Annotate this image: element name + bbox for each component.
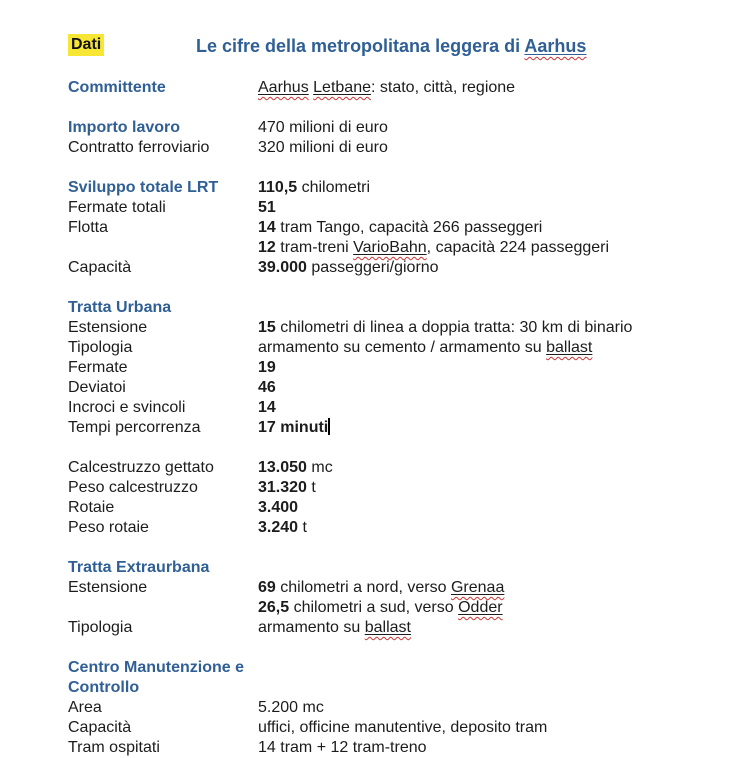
- text-run: chilometri di linea a doppia tratta: 30 km di binario: [275, 319, 633, 336]
- row-value: [258, 518, 726, 538]
- table-row: [68, 658, 726, 698]
- spellcheck-underline: VarioBahn: [353, 239, 427, 256]
- section-centro-manutenzione: [68, 658, 726, 758]
- table-row: [68, 398, 726, 418]
- row-label: Flotta: [68, 219, 109, 236]
- table-row: [68, 358, 726, 378]
- row-value: [258, 78, 726, 98]
- text-run: armamento su cemento / armamento su: [258, 339, 547, 356]
- text-run: chilometri: [297, 179, 371, 196]
- misspelled-word: [546, 339, 592, 356]
- table-row: [68, 378, 726, 398]
- row-value: [258, 718, 726, 738]
- table-row: [68, 518, 726, 538]
- section-committente: [68, 78, 726, 98]
- row-value: [258, 418, 726, 438]
- table-row: [68, 478, 726, 498]
- section-tratta-urbana: [68, 298, 726, 438]
- row-value: [258, 458, 726, 478]
- text-run: 5.200 mc: [258, 699, 324, 716]
- row-label: Estensione: [68, 579, 148, 596]
- row-value: [258, 618, 726, 638]
- row-value: [258, 478, 726, 498]
- text-run: 14: [258, 219, 276, 236]
- table-row: [68, 458, 726, 478]
- text-run: 31.320: [258, 479, 307, 496]
- text-run: 13.050: [258, 459, 307, 476]
- text-run: 3.240: [258, 519, 299, 536]
- row-value: [258, 258, 726, 278]
- section-importo-lavoro: [68, 118, 726, 158]
- section-calcestruzzo-rotaie: [68, 458, 726, 538]
- misspelled-word: [451, 579, 504, 596]
- text-run: 51: [258, 199, 276, 216]
- text-run: Le cifre della metropolitana leggera di: [196, 36, 525, 56]
- row-value: [258, 558, 726, 578]
- table-row: [68, 498, 726, 518]
- misspelled-word: [524, 36, 586, 56]
- table-row: [68, 138, 726, 158]
- text-run: , capacità 224 passeggeri: [426, 239, 610, 256]
- row-label: Area: [68, 699, 102, 716]
- spellcheck-underline: Letbane: [313, 79, 371, 96]
- text-run: tram-treni: [275, 239, 354, 256]
- table-row: [68, 218, 726, 238]
- row-value: [258, 218, 726, 238]
- row-label: Incroci e svincoli: [68, 399, 186, 416]
- text-run: 320 milioni di euro: [258, 139, 388, 156]
- row-value: [258, 358, 726, 378]
- text-run: passeggeri/giorno: [306, 259, 439, 276]
- table-row: [68, 718, 726, 738]
- document-title: [196, 35, 586, 57]
- table-row: [68, 198, 726, 218]
- row-label: Tipologia: [68, 619, 133, 636]
- text-cursor: [328, 418, 330, 435]
- table-row: [68, 558, 726, 578]
- spellcheck-underline: ballast: [364, 619, 411, 636]
- row-value: [258, 738, 726, 758]
- row-value: [258, 298, 726, 318]
- text-run: 26,5: [258, 599, 290, 616]
- row-value: [258, 338, 726, 358]
- text-run: 14: [258, 399, 276, 416]
- row-value: [258, 698, 726, 718]
- text-run: tram Tango, capacità 266 passeggeri: [275, 219, 543, 236]
- row-value: [258, 318, 726, 338]
- text-run: mc: [306, 459, 333, 476]
- table-row: [68, 298, 726, 318]
- row-label-heading: Committente: [68, 79, 166, 96]
- row-label: Calcestruzzo gettato: [68, 459, 214, 476]
- text-run: 69: [258, 579, 276, 596]
- text-run: 19: [258, 359, 276, 376]
- spellcheck-underline: Aarhus: [524, 36, 587, 56]
- table-row: [68, 338, 726, 358]
- row-value: [258, 398, 726, 418]
- row-value: [258, 498, 726, 518]
- text-run: 3.400: [258, 499, 299, 516]
- table-row: [68, 618, 726, 638]
- text-run: : stato, città, regione: [371, 79, 516, 96]
- table-row: [68, 598, 726, 618]
- row-label: Fermate totali: [68, 199, 166, 216]
- row-value: [258, 198, 726, 218]
- table-row: [68, 698, 726, 718]
- row-value: [258, 138, 726, 158]
- row-label-heading: Sviluppo totale LRT: [68, 179, 219, 196]
- text-run: armamento su: [258, 619, 365, 636]
- row-label: Rotaie: [68, 499, 115, 516]
- spellcheck-underline: ballast: [546, 339, 593, 356]
- document-sections: [68, 78, 726, 758]
- row-value: [258, 578, 726, 598]
- misspelled-word: [458, 599, 502, 616]
- text-run: chilometri a nord, verso: [275, 579, 451, 596]
- text-run: 110,5: [258, 179, 298, 196]
- misspelled-word: [365, 619, 411, 636]
- row-label-heading: Tratta Urbana: [68, 299, 172, 316]
- row-label: [68, 598, 258, 618]
- row-label: Capacità: [68, 719, 132, 736]
- misspelled-word: [258, 79, 309, 96]
- highlight-tag: Dati: [68, 34, 104, 56]
- spellcheck-underline: Aarhus: [258, 79, 309, 96]
- table-row: [68, 318, 726, 338]
- text-run: 12: [258, 239, 276, 256]
- spellcheck-underline: Grenaa: [450, 579, 505, 596]
- row-label: Capacità: [68, 259, 132, 276]
- row-value: [258, 118, 726, 138]
- text-run: 17 minuti: [258, 419, 329, 436]
- table-row: [68, 738, 726, 758]
- row-label: Peso calcestruzzo: [68, 479, 198, 496]
- text-run: t: [306, 479, 316, 496]
- row-label: Peso rotaie: [68, 519, 149, 536]
- row-label-heading: Importo lavoro: [68, 119, 181, 136]
- text-run: 46: [258, 379, 276, 396]
- text-run: 39.000: [258, 259, 307, 276]
- text-run: chilometri a sud, verso: [289, 599, 459, 616]
- misspelled-word: [353, 239, 427, 256]
- row-label: Tipologia: [68, 339, 133, 356]
- row-label-heading: Tratta Extraurbana: [68, 559, 210, 576]
- row-label: Fermate: [68, 359, 128, 376]
- row-label: [68, 238, 258, 258]
- table-row: [68, 78, 726, 98]
- table-row: [68, 238, 726, 258]
- table-row: [68, 258, 726, 278]
- text-run: t: [298, 519, 307, 536]
- row-label: Deviatoi: [68, 379, 126, 396]
- row-value: [258, 378, 726, 398]
- row-label-heading: Centro Manutenzione e Controllo: [68, 659, 245, 696]
- text-run: 470 milioni di euro: [258, 119, 388, 136]
- text-run: 14 tram + 12 tram-treno: [258, 739, 427, 756]
- misspelled-word: [313, 79, 371, 96]
- section-tratta-extraurbana: [68, 558, 726, 638]
- table-row: [68, 418, 726, 438]
- row-label: Tempi percorrenza: [68, 419, 201, 436]
- text-run: uffici, officine manutentive, deposito tram: [258, 719, 548, 736]
- section-sviluppo-totale: [68, 178, 726, 278]
- table-row: [68, 118, 726, 138]
- table-row: [68, 578, 726, 598]
- row-label: Tram ospitati: [68, 739, 160, 756]
- spellcheck-underline: Odder: [458, 599, 503, 616]
- row-value: [258, 178, 726, 198]
- table-row: [68, 178, 726, 198]
- row-label: Estensione: [68, 319, 148, 336]
- text-run: 15: [258, 319, 276, 336]
- row-value: [258, 658, 726, 698]
- row-label: Contratto ferroviario: [68, 139, 210, 156]
- document-header: [68, 34, 726, 58]
- row-value: [258, 238, 726, 258]
- row-value: [258, 598, 726, 618]
